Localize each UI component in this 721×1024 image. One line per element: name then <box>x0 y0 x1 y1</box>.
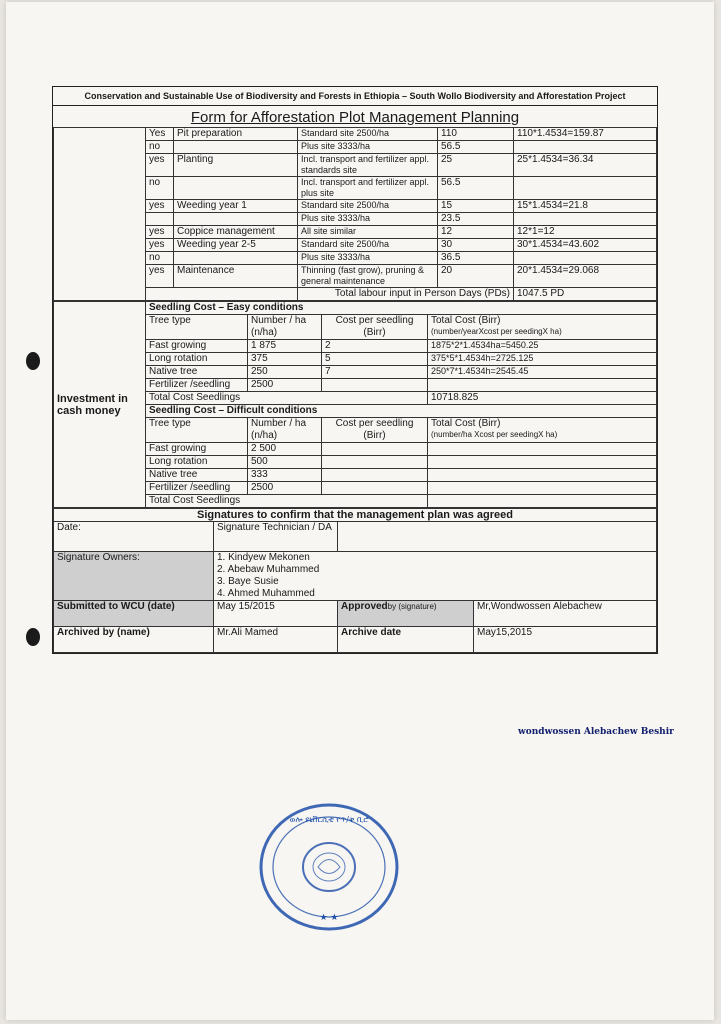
labour-flag: yes <box>146 265 174 288</box>
labour-pd: 56.5 <box>438 141 514 154</box>
submitted-label: Submitted to WCU (date) <box>54 601 214 627</box>
seedling-cost: 2 <box>322 340 428 353</box>
seedling-total-label: Total Cost Seedlings <box>146 392 428 405</box>
labour-calc <box>514 213 657 226</box>
seedling-cost: 7 <box>322 366 428 379</box>
labour-detail: Standard site 2500/ha <box>298 200 438 213</box>
col-tree-type: Tree type <box>146 418 248 443</box>
labour-pd: 20 <box>438 265 514 288</box>
seedling-tree-type: Long rotation <box>146 456 248 469</box>
approved-label-cell <box>338 601 474 627</box>
seedling-tree-type: Fertilizer /seedling <box>146 379 248 392</box>
labour-calc: 12*1=12 <box>514 226 657 239</box>
col-total-note: (number/ha Xcost per seedingX ha) <box>431 430 558 439</box>
labour-detail: Standard site 2500/ha <box>298 239 438 252</box>
labour-activity <box>174 177 298 200</box>
technician-signature-field[interactable] <box>338 522 657 552</box>
labour-flag: no <box>146 141 174 154</box>
archived-label: Archived by (name) <box>54 627 214 653</box>
seedling-heading: Seedling Cost – Difficult conditions <box>146 405 657 418</box>
approved-value: Mr,Wondwossen Alebachew <box>474 601 657 627</box>
labour-flag <box>146 213 174 226</box>
labour-pd: 25 <box>438 154 514 177</box>
afforestation-form <box>52 86 658 654</box>
col-total-cost <box>428 315 657 340</box>
owners-list <box>214 552 657 601</box>
labour-flag: yes <box>146 226 174 239</box>
labour-detail: Thinning (fast grow), pruning & general maintenance <box>298 265 438 288</box>
seedling-cost: 5 <box>322 353 428 366</box>
seedling-number: 250 <box>248 366 322 379</box>
col-total-title: Total Cost (Birr) <box>431 418 501 429</box>
seedling-tree-type: Fast growing <box>146 340 248 353</box>
seedling-number: 2 500 <box>248 443 322 456</box>
labour-row <box>54 128 657 141</box>
labour-pd: 30 <box>438 239 514 252</box>
form-title: Form for Afforestation Plot Management Planning <box>190 109 520 126</box>
labour-calc <box>514 252 657 265</box>
seedling-total <box>428 469 657 482</box>
owner-name: 4. Ahmed Muhammed <box>217 588 315 599</box>
seedling-total-value <box>428 495 657 508</box>
labour-detail: Plus site 3333/ha <box>298 213 438 226</box>
labour-pd: 56.5 <box>438 177 514 200</box>
seedling-total: 1875*2*1.4534ha=5450.25 <box>428 340 657 353</box>
labour-flag: no <box>146 177 174 200</box>
seedling-total <box>428 482 657 495</box>
col-total-cost <box>428 418 657 443</box>
labour-side-cell <box>54 128 146 301</box>
technician-label: Signature Technician / DA <box>214 522 338 552</box>
seedling-total <box>428 456 657 469</box>
seedling-total <box>428 379 657 392</box>
archive-date-label: Archive date <box>338 627 474 653</box>
labour-detail: Standard site 2500/ha <box>298 128 438 141</box>
owner-name: 2. Abebaw Muhammed <box>217 564 320 575</box>
labour-activity: Planting <box>174 154 298 177</box>
labour-calc <box>514 177 657 200</box>
col-number: Number / ha (n/ha) <box>248 418 322 443</box>
stamp-text: ወሎ ዩኒቨርሲቲ የጥ/ቅ ቢሮ <box>289 815 369 824</box>
seedling-tree-type: Fast growing <box>146 443 248 456</box>
seedling-number: 1 875 <box>248 340 322 353</box>
labour-calc: 25*1.4534=36.34 <box>514 154 657 177</box>
labour-activity: Pit preparation <box>174 128 298 141</box>
labour-pd: 23.5 <box>438 213 514 226</box>
labour-table <box>53 127 657 301</box>
seedling-cost <box>322 469 428 482</box>
seedling-cost <box>322 379 428 392</box>
labour-activity: Maintenance <box>174 265 298 288</box>
seedling-heading: Seedling Cost – Easy conditions <box>146 302 657 315</box>
labour-activity: Weeding year 2-5 <box>174 239 298 252</box>
labour-calc: 15*1.4534=21.8 <box>514 200 657 213</box>
labour-detail: Plus site 3333/ha <box>298 141 438 154</box>
investment-label: Investment in cash money <box>54 302 146 508</box>
seedling-cost <box>322 482 428 495</box>
approved-label: Approved <box>341 601 388 612</box>
labour-pd: 36.5 <box>438 252 514 265</box>
seedling-number: 375 <box>248 353 322 366</box>
labour-pd: 110 <box>438 128 514 141</box>
seedling-total: 375*5*1.4534h=2725.125 <box>428 353 657 366</box>
seedling-cost <box>322 443 428 456</box>
labour-calc <box>514 141 657 154</box>
seedling-tree-type: Fertilizer /seedling <box>146 482 248 495</box>
seedling-tree-type: Native tree <box>146 366 248 379</box>
labour-flag: Yes <box>146 128 174 141</box>
seedling-number: 2500 <box>248 482 322 495</box>
labour-detail: Incl. transport and fertilizer appl. standards site <box>298 154 438 177</box>
labour-activity: Coppice management <box>174 226 298 239</box>
punch-hole-top <box>26 352 40 370</box>
labour-detail: Plus site 3333/ha <box>298 252 438 265</box>
investment-table <box>53 301 657 508</box>
approved-suffix: by (signature) <box>387 602 437 611</box>
labour-total-value: 1047.5 PD <box>514 288 657 301</box>
handwritten-signature: wondwossen Alebachew Beshir <box>518 727 674 737</box>
date-label: Date: <box>54 522 214 552</box>
seedling-total-value: 10718.825 <box>428 392 657 405</box>
labour-calc: 30*1.4534=43.602 <box>514 239 657 252</box>
official-stamp <box>256 800 402 934</box>
labour-total-spacer <box>146 288 298 301</box>
seedling-number: 500 <box>248 456 322 469</box>
punch-hole-bottom <box>26 628 40 646</box>
seedling-number: 2500 <box>248 379 322 392</box>
stamp-stars: ★ ★ <box>319 913 339 923</box>
labour-pd: 12 <box>438 226 514 239</box>
col-total-note: (number/yearXcost per seedingX ha) <box>431 327 562 336</box>
labour-total-label: Total labour input in Person Days (PDs) <box>298 288 514 301</box>
col-total-title: Total Cost (Birr) <box>431 315 501 326</box>
labour-detail: All site similar <box>298 226 438 239</box>
submitted-value: May 15/2015 <box>214 601 338 627</box>
seedling-tree-type: Native tree <box>146 469 248 482</box>
archive-date-value: May15,2015 <box>474 627 657 653</box>
col-tree-type: Tree type <box>146 315 248 340</box>
seedling-cost <box>322 456 428 469</box>
labour-flag: yes <box>146 200 174 213</box>
labour-calc: 20*1.4534=29.068 <box>514 265 657 288</box>
labour-pd: 15 <box>438 200 514 213</box>
signatures-table <box>53 508 657 653</box>
seedling-number: 333 <box>248 469 322 482</box>
labour-activity <box>174 141 298 154</box>
owner-name: 3. Baye Susie <box>217 576 279 587</box>
owner-name: 1. Kindyew Mekonen <box>217 552 310 563</box>
col-cost: Cost per seedling (Birr) <box>322 418 428 443</box>
labour-flag: no <box>146 252 174 265</box>
owners-label: Signature Owners: <box>54 552 214 601</box>
col-cost: Cost per seedling (Birr) <box>322 315 428 340</box>
labour-activity <box>174 213 298 226</box>
seedling-heading-row <box>54 302 657 315</box>
col-number: Number / ha (n/ha) <box>248 315 322 340</box>
signatures-heading: Signatures to confirm that the management plan was agreed <box>54 509 657 522</box>
project-header: Conservation and Sustainable Use of Biodiversity and Forests in Ethiopia – South Wollo Biodiversity and Afforestation Project <box>53 87 657 106</box>
labour-calc: 110*1.4534=159.87 <box>514 128 657 141</box>
labour-activity: Weeding year 1 <box>174 200 298 213</box>
labour-flag: yes <box>146 239 174 252</box>
seedling-total-label: Total Cost Seedlings <box>146 495 428 508</box>
seedling-tree-type: Long rotation <box>146 353 248 366</box>
labour-detail: Incl. transport and fertilizer appl. plus site <box>298 177 438 200</box>
seedling-total: 250*7*1.4534h=2545.45 <box>428 366 657 379</box>
labour-activity <box>174 252 298 265</box>
labour-flag: yes <box>146 154 174 177</box>
archived-value: Mr.Ali Mamed <box>214 627 338 653</box>
seedling-total <box>428 443 657 456</box>
